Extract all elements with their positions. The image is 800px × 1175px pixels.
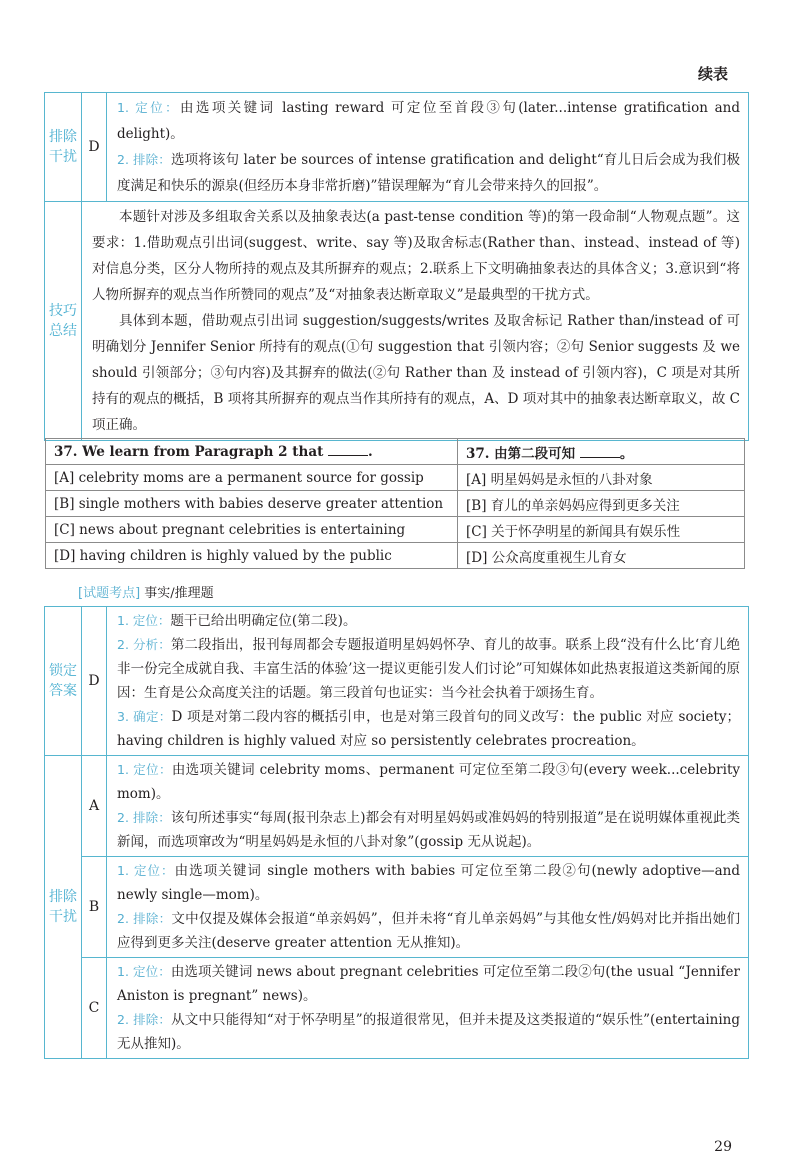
analysis-line: 2. 排除：从文中只能得知“对于怀孕明星”的报道很常见，但并未提及这类报道的“娱乐性”(entertaining 无从推知)。 bbox=[117, 1012, 740, 1052]
answer-letter: D bbox=[82, 607, 107, 756]
analysis-table-bottom bbox=[44, 606, 749, 1059]
analysis-line: 2. 分析：第二段指出，报刊每周都会专题报道明星妈妈怀孕、育儿的故事。联系上段“没有什么比‘育儿绝非一份完全成就自我、丰富生活的体验’这一提议更能引发人们讨论”可知媒体如此热衷报道这类新闻的原因：生育是公众高度关注的话题。第三段首句也证实：当今社会执着于颂扬生育。 bbox=[117, 637, 740, 701]
option-letter: A bbox=[82, 756, 107, 857]
exam-point-text: 事实/推理题 bbox=[144, 586, 214, 601]
analysis-line: 3. 确定：D 项是对第二段内容的概括引申，也是对第三段首句的同义改写：the public 对应 society；having children is highly valued 对应 so persistently celebrates procreation。 bbox=[117, 709, 740, 749]
answer-blank bbox=[328, 443, 368, 456]
option-letter: C bbox=[82, 958, 107, 1059]
tips-paragraph: 具体到本题，借助观点引出词 suggestion/suggests/writes 及取舍标记 Rather than/instead of 可明确划分 Jennifer Senior 所持有的观点(①句 suggestion that 引领内容；②句 Senior suggests 及 we should 引领部分；③句内容)及其摒弃的做法(②句 Rather than 及 instead of 引领内容)，C 项是对其所持有的观点的概括，B 项将其所摒弃的观点当作其所持有的观点，A、D 项对其中的抽象表达断章取义，故 C 项正确。 bbox=[92, 313, 740, 433]
table-row bbox=[45, 607, 749, 756]
question-table bbox=[45, 438, 745, 569]
tips-label: 技巧总结 bbox=[45, 202, 82, 441]
option-c-zh: [C] 关于怀孕明星的新闻具有娱乐性 bbox=[458, 517, 745, 543]
analysis-line: 1. 定位：由选项关键词 lasting reward 可定位至首段③句(later...intense gratification and delight)。 bbox=[117, 100, 740, 142]
option-a-analysis bbox=[107, 756, 749, 857]
option-b-en: [B] single mothers with babies deserve greater attention bbox=[46, 491, 458, 517]
question-stem-zh: 37. 由第二段可知 。 bbox=[458, 439, 745, 465]
page-number: 29 bbox=[714, 1139, 732, 1155]
option-row bbox=[46, 517, 745, 543]
tips-content bbox=[82, 202, 749, 441]
table-row bbox=[45, 857, 749, 958]
option-b-analysis bbox=[107, 857, 749, 958]
analysis-line: 2. 排除：选项将该句 later be sources of intense gratification and delight“育儿日后会成为我们极度满足和快乐的源泉(但经历本身非常折磨)”错误理解为“育儿会带来持久的回报”。 bbox=[117, 152, 740, 194]
option-d-en: [D] having children is highly valued by the public bbox=[46, 543, 458, 569]
option-d-zh: [D] 公众高度重视生儿育女 bbox=[458, 543, 745, 569]
option-d-analysis bbox=[107, 93, 749, 202]
option-row bbox=[46, 491, 745, 517]
analysis-line: 1. 定位：题干已给出明确定位(第二段)。 bbox=[117, 613, 357, 629]
table-row bbox=[45, 756, 749, 857]
analysis-line: 1. 定位：由选项关键词 celebrity moms、permanent 可定位至第二段③句(every week...celebrity mom)。 bbox=[117, 762, 741, 802]
table-row bbox=[45, 202, 749, 441]
eliminate-label: 排除干扰 bbox=[45, 93, 82, 202]
analysis-table-top bbox=[44, 92, 749, 441]
option-letter: D bbox=[82, 93, 107, 202]
question-stem-en: 37. We learn from Paragraph 2 that . bbox=[46, 439, 458, 465]
tips-paragraph: 本题针对涉及多组取舍关系以及抽象表达(a past-tense condition 等)的第一段命制“人物观点题”。这要求：1.借助观点引出词(suggest、write、say 等)及取舍标志(Rather than、instead、instead of 等)对信息分类，区分人物所持的观点及其所摒弃的观点；2.联系上下文明确抽象表达的具体含义；3.意识到“将人物所摒弃的观点当作所赞同的观点”及“对抽象表达断章取义”是最典型的干扰方式。 bbox=[92, 209, 740, 303]
exam-point-tag: [试题考点] bbox=[78, 586, 141, 601]
question-stem-row bbox=[46, 439, 745, 465]
eliminate-label: 排除干扰 bbox=[45, 756, 82, 1059]
continued-label: 续表 bbox=[697, 65, 728, 83]
option-b-zh: [B] 育儿的单亲妈妈应得到更多关注 bbox=[458, 491, 745, 517]
option-a-zh: [A] 明星妈妈是永恒的八卦对象 bbox=[458, 465, 745, 491]
table-row bbox=[45, 958, 749, 1059]
analysis-line: 2. 排除：文中仅提及媒体会报道“单亲妈妈”，但并未将“育儿单亲妈妈”与其他女性/妈妈对比并指出她们应得到更多关注(deserve greater attention 无从推知)。 bbox=[117, 911, 741, 951]
analysis-line: 2. 排除：该句所述事实“每周(报刊杂志上)都会有对明星妈妈或准妈妈的特别报道”是在说明媒体重视此类新闻，而选项窜改为“明星妈妈是永恒的八卦对象”(gossip 无从说起)。 bbox=[117, 810, 740, 850]
exam-point bbox=[78, 582, 214, 601]
answer-blank bbox=[580, 445, 620, 458]
option-letter: B bbox=[82, 857, 107, 958]
option-row bbox=[46, 465, 745, 491]
analysis-line: 1. 定位：由选项关键词 single mothers with babies 可定位至第二段②句(newly adoptive—and newly single—mom)。 bbox=[117, 863, 740, 903]
option-row bbox=[46, 543, 745, 569]
option-a-en: [A] celebrity moms are a permanent source for gossip bbox=[46, 465, 458, 491]
option-c-analysis bbox=[107, 958, 749, 1059]
option-c-en: [C] news about pregnant celebrities is entertaining bbox=[46, 517, 458, 543]
answer-analysis bbox=[107, 607, 749, 756]
lock-answer-label: 锁定答案 bbox=[45, 607, 82, 756]
analysis-line: 1. 定位：由选项关键词 news about pregnant celebrities 可定位至第二段②句(the usual “Jennifer Aniston is pregnant” news)。 bbox=[117, 964, 741, 1004]
table-row bbox=[45, 93, 749, 202]
